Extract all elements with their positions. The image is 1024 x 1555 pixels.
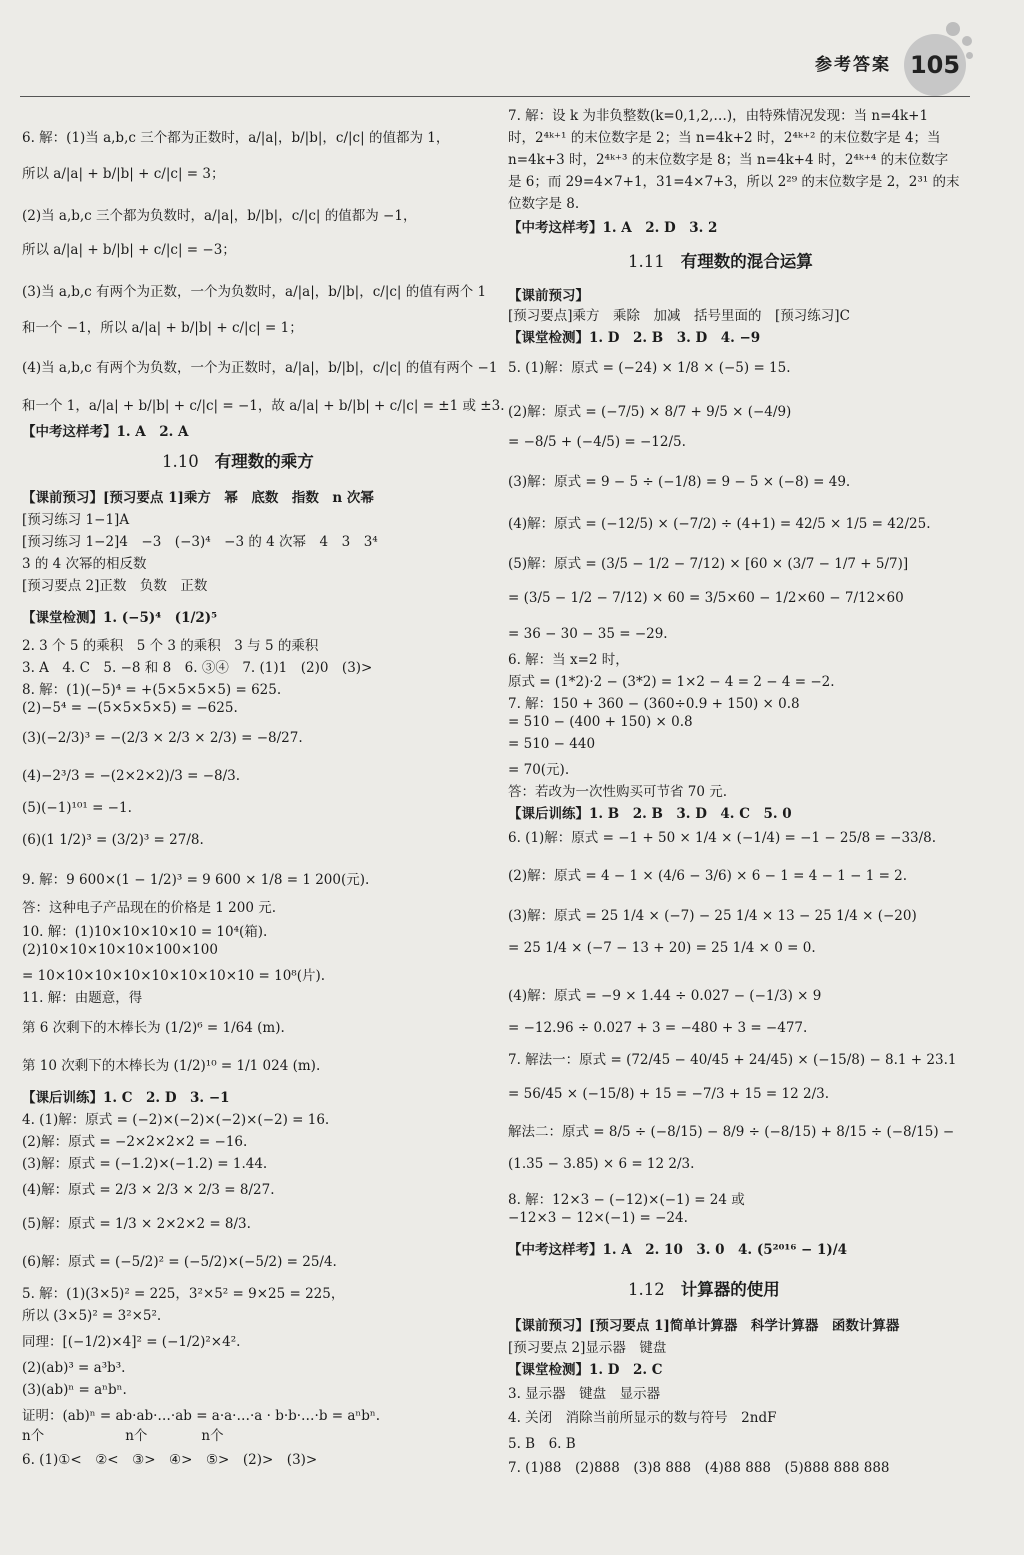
answer-line: = 510 − (400 + 150) × 0.8: [508, 714, 693, 730]
answer-line: 【课前预习】[预习要点 1]乘方 幂 底数 指数 n 次幂: [22, 490, 374, 506]
answer-line: (4)当 a,b,c 有两个为负数，一个为正数时，a/|a|，b/|b|，c/|c| 的值有两个 −1: [22, 360, 498, 376]
answer-line: 【课堂检测】1. D 2. B 3. D 4. −9: [508, 330, 761, 346]
answer-line: (2)当 a,b,c 三个都为负数时，a/|a|，b/|b|，c/|c| 的值都为 −1，: [22, 208, 417, 224]
answer-line: (2)−5⁴ = −(5×5×5×5) = −625.: [22, 700, 238, 716]
section-number: 1.12: [628, 1280, 665, 1299]
section-number: 1.10: [162, 452, 199, 471]
decorative-dot: [966, 52, 973, 59]
answer-line: = 70(元).: [508, 762, 570, 778]
answer-line: 【课前预习】: [508, 288, 589, 304]
answer-line: [预习要点 2]正数 负数 正数: [22, 578, 208, 594]
answer-line: 答：这种电子产品现在的价格是 1 200 元.: [22, 900, 277, 916]
answer-line: = (3/5 − 1/2 − 7/12) × 60 = 3/5×60 − 1/2×60 − 7/12×60: [508, 590, 904, 606]
answer-line: [预习练习 1−1]A: [22, 512, 130, 528]
answer-line: (2)10×10×10×10×100×100: [22, 942, 218, 958]
answer-line: = 10×10×10×10×10×10×10×10 = 10⁸(片).: [22, 968, 326, 984]
answer-line: (5)(−1)¹⁰¹ = −1.: [22, 800, 132, 816]
page-number: 105: [909, 51, 961, 79]
answer-line: n=4k+3 时，2⁴ᵏ⁺³ 的末位数字是 8；当 n=4k+4 时，2⁴ᵏ⁺⁴ 的末位数字: [508, 152, 949, 168]
answer-line: 时，2⁴ᵏ⁺¹ 的末位数字是 2；当 n=4k+2 时，2⁴ᵏ⁺² 的末位数字是 4；当: [508, 130, 941, 146]
answer-line: 和一个 1，a/|a| + b/|b| + c/|c| = −1，故 a/|a| + b/|b| + c/|c| = ±1 或 ±3.: [22, 398, 505, 414]
answer-line: = −12.96 ÷ 0.027 + 3 = −480 + 3 = −477.: [508, 1020, 808, 1036]
header-title: 参考答案: [815, 55, 891, 75]
answer-line: = 25 1/4 × (−7 − 13 + 20) = 25 1/4 × 0 = 0.: [508, 940, 816, 956]
answer-line: (2)解：原式 = 4 − 1 × (4/6 − 3/6) × 6 − 1 = 4 − 1 − 1 = 2.: [508, 868, 908, 884]
answer-line: (6)解：原式 = (−5/2)² = (−5/2)×(−5/2) = 25/4.: [22, 1254, 337, 1270]
answer-line: n个 n个 n个: [22, 1428, 224, 1444]
section-title: 有理数的混合运算: [680, 252, 813, 271]
answer-line: (2)解：原式 = (−7/5) × 8/7 + 9/5 × (−4/9): [508, 404, 792, 420]
answer-line: (2)(ab)³ = a³b³.: [22, 1360, 126, 1376]
answer-line: = 36 − 30 − 35 = −29.: [508, 626, 668, 642]
answer-line: −12×3 − 12×(−1) = −24.: [508, 1210, 688, 1226]
section-heading: [162, 448, 314, 472]
answer-line: 11. 解：由题意，得: [22, 990, 143, 1006]
answer-line: [预习要点]乘方 乘除 加减 括号里面的 [预习练习]C: [508, 308, 850, 324]
answer-line: 3 的 4 次幂的相反数: [22, 556, 147, 572]
decorative-dot: [962, 36, 972, 46]
answer-line: (4)−2³/3 = −(2×2×2)/3 = −8/3.: [22, 768, 241, 784]
answer-line: 6. (1)①< ②< ③> ④> ⑤> (2)> (3)>: [22, 1452, 318, 1468]
answer-line: 5. 解：(1)(3×5)² = 225，3²×5² = 9×25 = 225，: [22, 1286, 345, 1302]
answer-line: 6. (1)解：原式 = −1 + 50 × 1/4 × (−1/4) = −1 − 25/8 = −33/8.: [508, 830, 937, 846]
answer-line: (5)解：原式 = 1/3 × 2×2×2 = 8/3.: [22, 1216, 251, 1232]
answer-line: 第 6 次剩下的木棒长为 (1/2)⁶ = 1/64 (m).: [22, 1020, 285, 1036]
section-title: 有理数的乘方: [214, 452, 314, 471]
answer-line: 6. 解：(1)当 a,b,c 三个都为正数时，a/|a|，b/|b|，c/|c| 的值都为 1，: [22, 130, 450, 146]
answer-line: 3. 显示器 键盘 显示器: [508, 1386, 661, 1402]
answer-line: 8. 解：12×3 − (−12)×(−1) = 24 或: [508, 1192, 745, 1208]
answer-line: 所以 a/|a| + b/|b| + c/|c| = −3；: [22, 242, 236, 258]
answer-line: 【中考这样考】1. A 2. A: [22, 424, 189, 440]
answer-line: (3)当 a,b,c 有两个为正数，一个为负数时，a/|a|，b/|b|，c/|c| 的值有两个 1: [22, 284, 487, 300]
answer-line: 【课后训练】1. C 2. D 3. −1: [22, 1090, 230, 1106]
decorative-dot: [946, 22, 960, 36]
answer-line: (2)解：原式 = −2×2×2×2 = −16.: [22, 1134, 248, 1150]
answer-line: 解法二：原式 = 8/5 ÷ (−8/15) − 8/9 ÷ (−8/15) + 8/15 ÷ (−8/15) −: [508, 1124, 955, 1140]
answer-line: (3)(ab)ⁿ = aⁿbⁿ.: [22, 1382, 127, 1398]
section-heading: [628, 248, 813, 272]
answer-line: 是 6；而 29=4×7+1，31=4×7+3，所以 2²⁹ 的末位数字是 2，2³¹ 的末: [508, 174, 960, 190]
answer-line: (4)解：原式 = (−12/5) × (−7/2) ÷ (4+1) = 42/5 × 1/5 = 42/25.: [508, 516, 931, 532]
answer-line: = 510 − 440: [508, 736, 596, 752]
answer-line: 第 10 次剩下的木棒长为 (1/2)¹⁰ = 1/1 024 (m).: [22, 1058, 321, 1074]
answer-line: 同理：[(−1/2)×4]² = (−1/2)²×4².: [22, 1334, 241, 1350]
answer-line: (4)解：原式 = 2/3 × 2/3 × 2/3 = 8/27.: [22, 1182, 275, 1198]
answer-line: 3. A 4. C 5. −8 和 8 6. ③④ 7. (1)1 (2)0 (3)>: [22, 660, 373, 676]
answer-line: [预习要点 2]显示器 键盘: [508, 1340, 667, 1356]
answer-line: 原式 = (1*2)·2 − (3*2) = 1×2 − 4 = 2 − 4 = −2.: [508, 674, 835, 690]
answer-line: 5. (1)解：原式 = (−24) × 1/8 × (−5) = 15.: [508, 360, 791, 376]
section-title: 计算器的使用: [680, 1280, 780, 1299]
answer-line: (3)解：原式 = 25 1/4 × (−7) − 25 1/4 × 13 − 25 1/4 × (−20): [508, 908, 917, 924]
answer-line: 7. (1)88 (2)888 (3)8 888 (4)88 888 (5)888 888 888: [508, 1460, 890, 1476]
answer-line: (6)(1 1/2)³ = (3/2)³ = 27/8.: [22, 832, 204, 848]
answer-line: 6. 解：当 x=2 时，: [508, 652, 629, 668]
answer-line: [预习练习 1−2]4 −3 (−3)⁴ −3 的 4 次幂 4 3 3⁴: [22, 534, 378, 550]
answer-line: 【课堂检测】1. D 2. C: [508, 1362, 663, 1378]
answer-line: 9. 解：9 600×(1 − 1/2)³ = 9 600 × 1/8 = 1 200(元).: [22, 872, 370, 888]
answer-line: (5)解：原式 = (3/5 − 1/2 − 7/12) × [60 × (3/7 − 1/7 + 5/7)]: [508, 556, 909, 572]
answer-line: 7. 解法一：原式 = (72/45 − 40/45 + 24/45) × (−15/8) − 8.1 + 23.1: [508, 1052, 957, 1068]
answer-line: 7. 解：150 + 360 − (360÷0.9 + 150) × 0.8: [508, 696, 800, 712]
answer-line: 证明：(ab)ⁿ = ab·ab·…·ab = a·a·…·a · b·b·…·b = aⁿbⁿ.: [22, 1408, 381, 1424]
answer-line: (4)解：原式 = −9 × 1.44 ÷ 0.027 − (−1/3) × 9: [508, 988, 822, 1004]
section-heading: [628, 1276, 780, 1300]
answer-line: 5. B 6. B: [508, 1436, 576, 1452]
answer-line: 【课前预习】[预习要点 1]简单计算器 科学计算器 函数计算器: [508, 1318, 900, 1334]
section-number: 1.11: [628, 252, 665, 271]
answer-line: 和一个 −1，所以 a/|a| + b/|b| + c/|c| = 1；: [22, 320, 303, 336]
answer-line: 4. 关闭 消除当前所显示的数与符号 2ndF: [508, 1410, 777, 1426]
answer-line: 【课堂检测】1. (−5)⁴ (1/2)⁵: [22, 610, 218, 626]
header-divider: [20, 96, 970, 97]
answer-line: (3)解：原式 = 9 − 5 ÷ (−1/8) = 9 − 5 × (−8) = 49.: [508, 474, 851, 490]
answer-line: (1.35 − 3.85) × 6 = 12 2/3.: [508, 1156, 695, 1172]
answer-line: (3)(−2/3)³ = −(2/3 × 2/3 × 2/3) = −8/27.: [22, 730, 303, 746]
answer-line: 所以 a/|a| + b/|b| + c/|c| = 3；: [22, 166, 225, 182]
answer-line: 10. 解：(1)10×10×10×10 = 10⁴(箱).: [22, 924, 268, 940]
answer-line: 【中考这样考】1. A 2. D 3. 2: [508, 220, 718, 236]
answer-line: 4. (1)解：原式 = (−2)×(−2)×(−2)×(−2) = 16.: [22, 1112, 330, 1128]
answer-line: 8. 解：(1)(−5)⁴ = +(5×5×5×5) = 625.: [22, 682, 282, 698]
answer-line: 所以 (3×5)² = 3²×5².: [22, 1308, 162, 1324]
answer-line: = 56/45 × (−15/8) + 15 = −7/3 + 15 = 12 2/3.: [508, 1086, 830, 1102]
answer-line: 2. 3 个 5 的乘积 5 个 3 的乘积 3 与 5 的乘积: [22, 638, 319, 654]
page-number-badge: [904, 34, 966, 96]
answer-line: 答：若改为一次性购买可节省 70 元.: [508, 784, 728, 800]
answer-line: = −8/5 + (−4/5) = −12/5.: [508, 434, 686, 450]
answer-line: 7. 解：设 k 为非负整数(k=0,1,2,…)，由特殊情况发现：当 n=4k+1: [508, 108, 929, 124]
answer-line: 位数字是 8.: [508, 196, 580, 212]
answer-line: 【课后训练】1. B 2. B 3. D 4. C 5. 0: [508, 806, 792, 822]
answer-line: 【中考这样考】1. A 2. 10 3. 0 4. (5²⁰¹⁶ − 1)/4: [508, 1242, 848, 1258]
answer-line: (3)解：原式 = (−1.2)×(−1.2) = 1.44.: [22, 1156, 268, 1172]
